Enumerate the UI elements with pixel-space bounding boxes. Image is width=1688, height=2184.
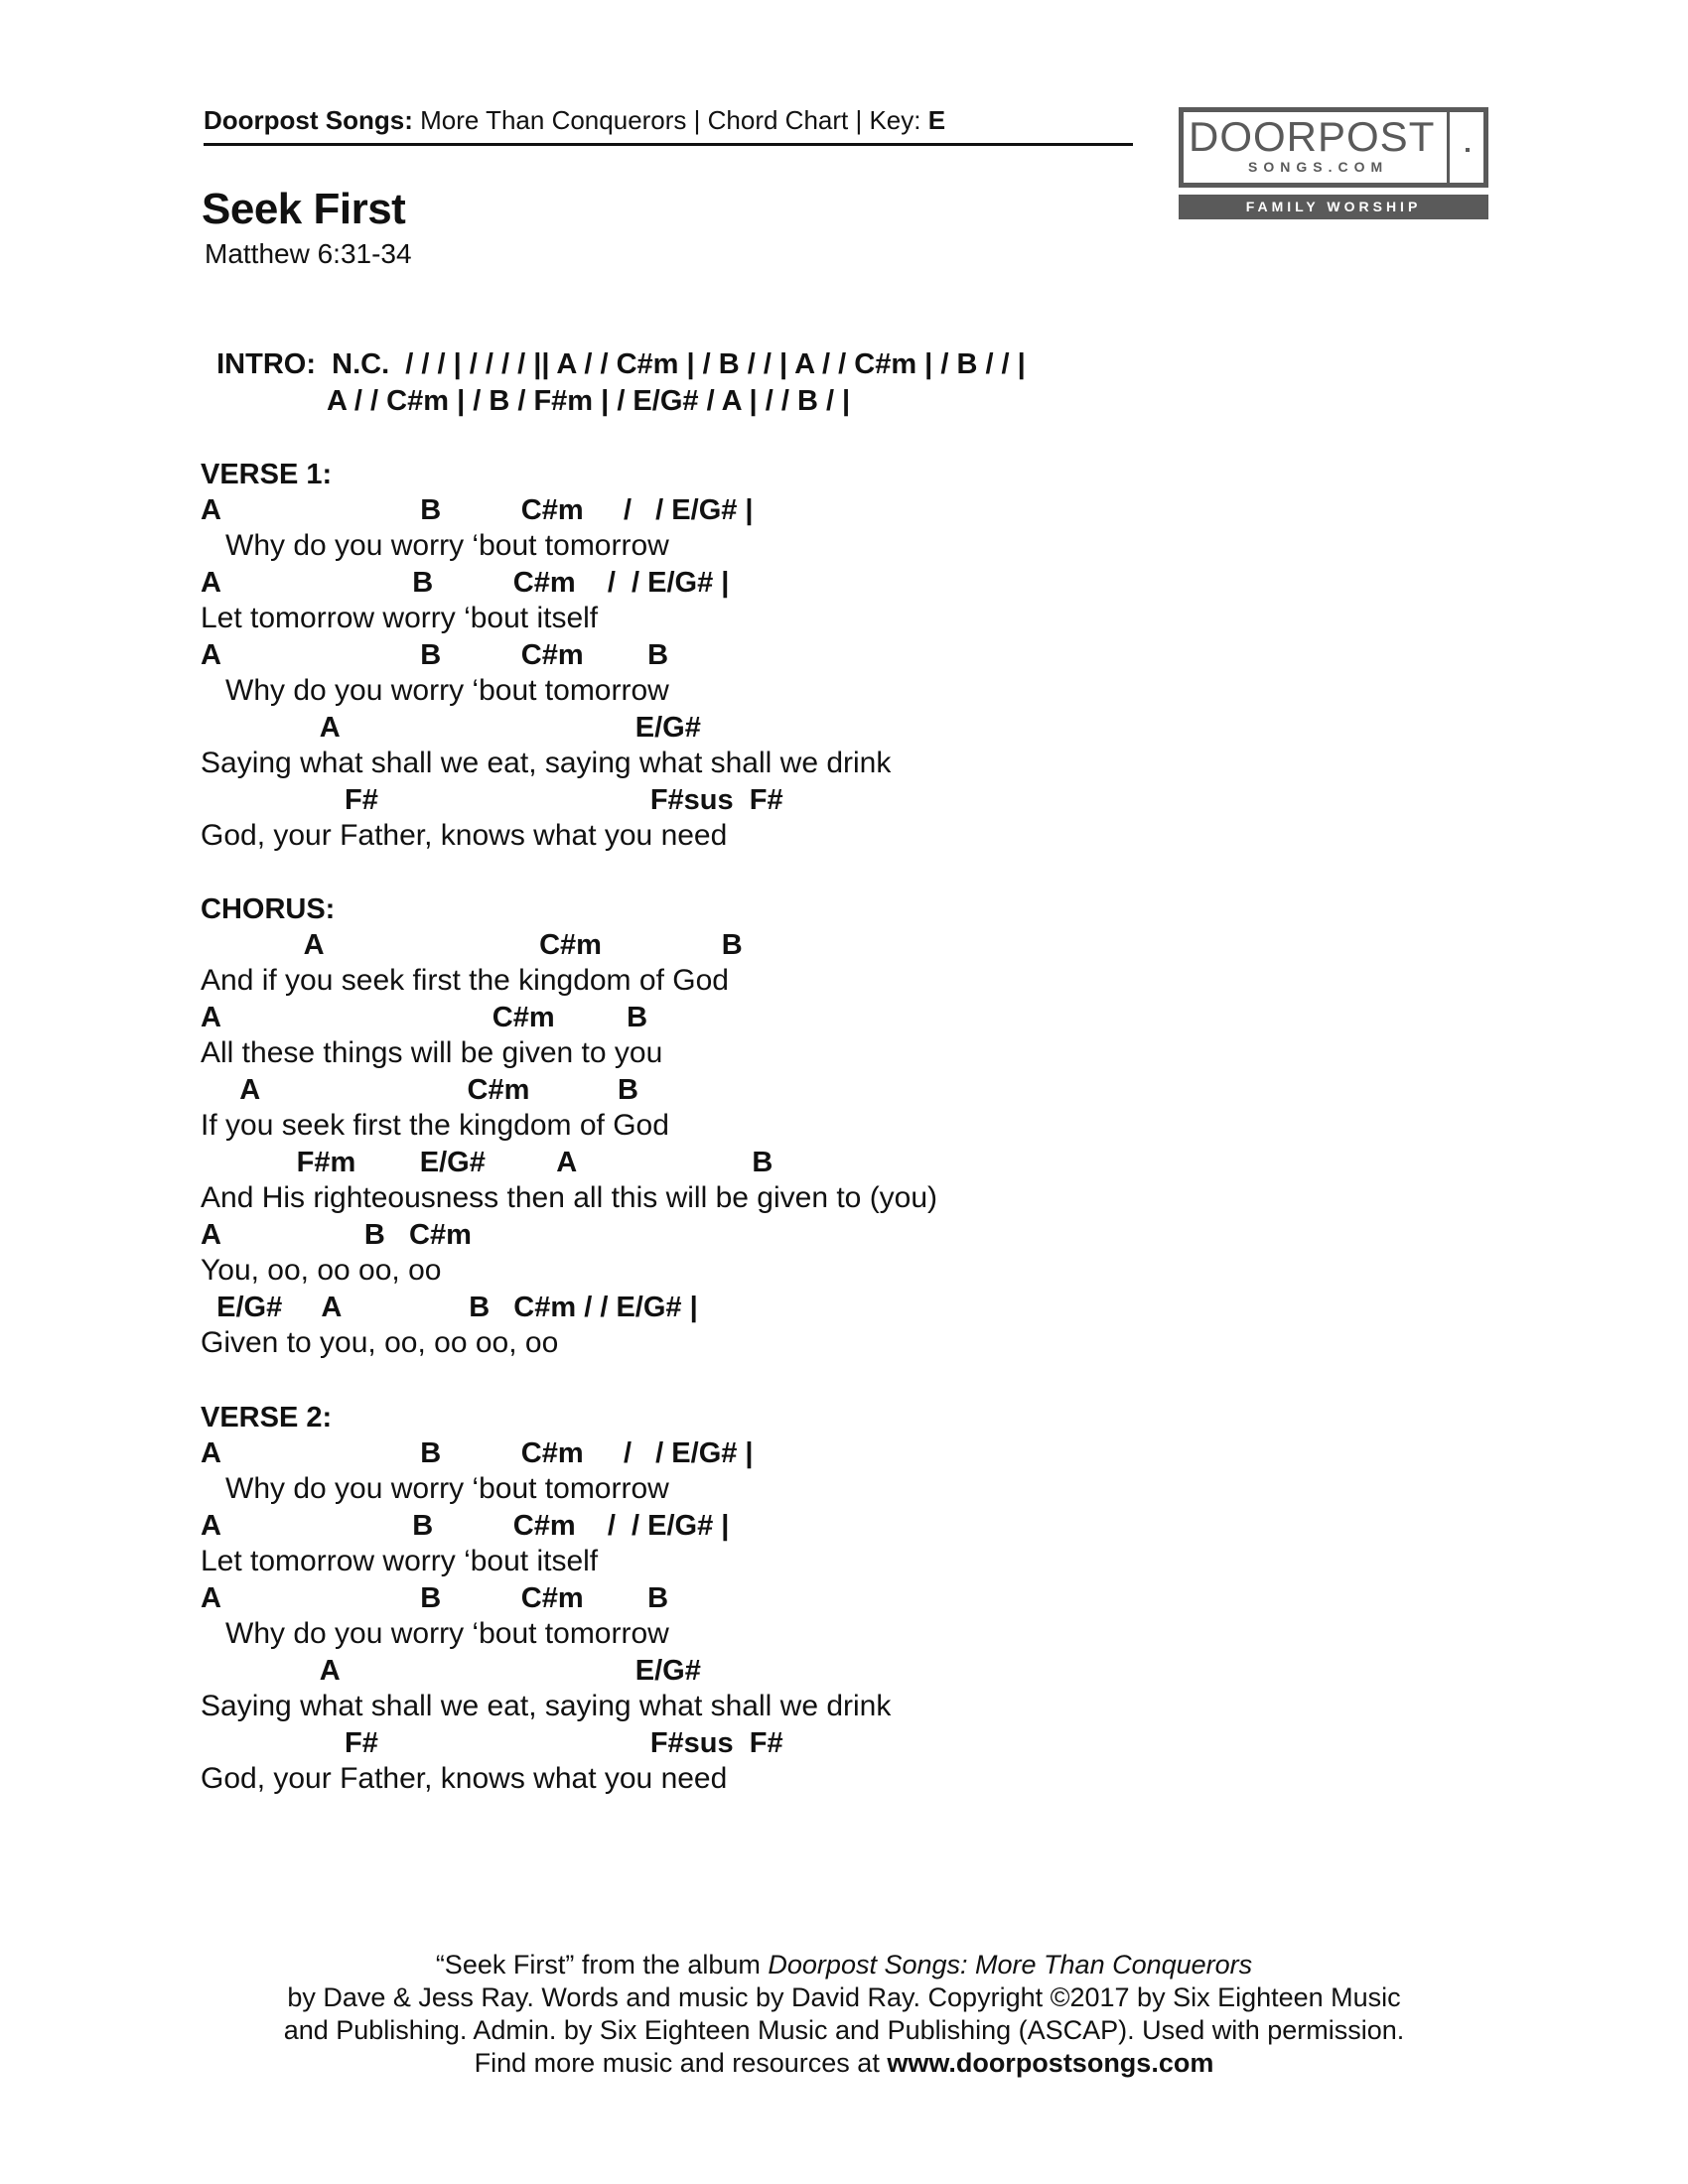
header-brand: Doorpost Songs: bbox=[204, 105, 413, 135]
intro-line-2: A / / C#m | / B / F#m | / E/G# / A | / / B / | bbox=[327, 385, 851, 417]
lyric-line: Given to you, oo, oo oo, oo bbox=[201, 1326, 559, 1359]
intro-chords-1: N.C. / / / | / / / / || A / / C#m | / B / / | A / / C#m | / B / / | bbox=[332, 348, 1026, 380]
lyric-line: You, oo, oo oo, oo bbox=[201, 1254, 442, 1287]
chord-line: A E/G# bbox=[201, 712, 701, 744]
lyric-line: And His righteousness then all this will be given to (you) bbox=[201, 1181, 938, 1214]
lyric-line: Let tomorrow worry ‘bout itself bbox=[201, 602, 599, 634]
logo-subtext: SONGS.COM bbox=[1248, 159, 1389, 175]
chorus-label: CHORUS: bbox=[201, 893, 336, 925]
chord-line: A B C#m B bbox=[201, 639, 669, 671]
doorpost-logo bbox=[1179, 107, 1488, 219]
intro-line-1 bbox=[201, 311, 1026, 382]
lyric-line: Saying what shall we eat, saying what shall we drink bbox=[201, 747, 892, 779]
lyric-line: All these things will be given to you bbox=[201, 1036, 663, 1069]
chord-line: F# F#sus F# bbox=[201, 1727, 783, 1759]
header-bar bbox=[204, 105, 1133, 146]
footer-line-1 bbox=[0, 1949, 1688, 1981]
footer-line-2: by Dave & Jess Ray. Words and music by David Ray. Copyright ©2017 by Six Eighteen Music bbox=[287, 1982, 1401, 2012]
logo-wordmark: DOORPOST bbox=[1189, 113, 1436, 160]
footer-album: Doorpost Songs: More Than Conquerors bbox=[768, 1950, 1253, 1979]
lyric-line: Why do you worry ‘bout tomorrow bbox=[201, 674, 669, 707]
chord-line: F#m E/G# A B bbox=[201, 1147, 774, 1178]
chord-line: A B C#m / / E/G# | bbox=[201, 1437, 754, 1469]
chord-line: A B C#m bbox=[201, 1219, 472, 1251]
chord-line: F# F#sus F# bbox=[201, 784, 783, 816]
lyric-line: God, your Father, knows what you need bbox=[201, 819, 728, 852]
lyric-line: Let tomorrow worry ‘bout itself bbox=[201, 1545, 599, 1577]
header-info: More Than Conquerors | Chord Chart | Key: bbox=[412, 105, 928, 135]
door-icon bbox=[1447, 107, 1488, 188]
chord-line: A C#m B bbox=[201, 1002, 648, 1033]
lyric-line: Saying what shall we eat, saying what shall we drink bbox=[201, 1690, 892, 1722]
chord-line: A B C#m / / E/G# | bbox=[201, 1510, 730, 1542]
lyric-line: If you seek first the kingdom of God bbox=[201, 1109, 669, 1142]
chord-line: A E/G# bbox=[201, 1655, 701, 1687]
verse-2-label: VERSE 2: bbox=[201, 1402, 333, 1433]
footer-resources-text: Find more music and resources at bbox=[474, 2048, 888, 2078]
footer-line-4 bbox=[0, 2047, 1688, 2080]
footer-line-3: and Publishing. Admin. by Six Eighteen Music and Publishing (ASCAP). Used with permission. bbox=[283, 2015, 1405, 2045]
chord-line: A C#m B bbox=[201, 929, 743, 961]
lyric-line: Why do you worry ‘bout tomorrow bbox=[201, 529, 669, 562]
chord-line: A C#m B bbox=[201, 1074, 638, 1106]
chord-line: E/G# A B C#m / / E/G# | bbox=[201, 1292, 698, 1323]
footer-song-credit: “Seek First” from the album bbox=[435, 1950, 769, 1979]
lyric-line: Why do you worry ‘bout tomorrow bbox=[201, 1472, 669, 1505]
song-title: Seek First bbox=[202, 185, 406, 233]
chord-line: A B C#m B bbox=[201, 1582, 669, 1614]
verse-1-label: VERSE 1: bbox=[201, 459, 333, 490]
website-link[interactable]: www.doorpostsongs.com bbox=[887, 2048, 1214, 2078]
header-key: E bbox=[927, 105, 946, 135]
lyric-line: Why do you worry ‘bout tomorrow bbox=[201, 1617, 669, 1650]
scripture-reference: Matthew 6:31-34 bbox=[205, 238, 412, 269]
chord-line: A B C#m / / E/G# | bbox=[201, 494, 754, 526]
intro-label: INTRO: bbox=[216, 348, 316, 380]
lyric-line: God, your Father, knows what you need bbox=[201, 1762, 728, 1795]
chord-line: A B C#m / / E/G# | bbox=[201, 567, 730, 599]
lyric-line: And if you seek first the kingdom of God bbox=[201, 964, 729, 997]
door-knob-icon bbox=[1466, 148, 1470, 152]
copyright-footer bbox=[0, 1949, 1688, 2080]
logo-band: FAMILY WORSHIP bbox=[1179, 195, 1488, 219]
